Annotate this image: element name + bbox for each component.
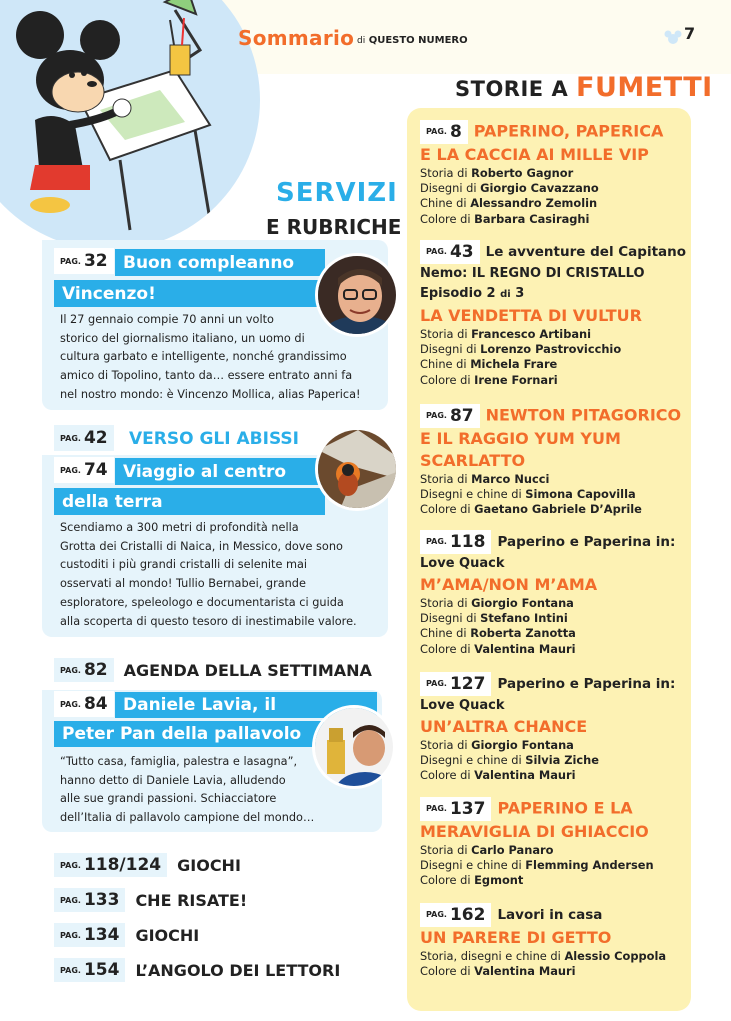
page-subtitle — [357, 35, 468, 46]
pag-number[interactable]: 32 — [83, 251, 108, 271]
pag-label: PAG. — [426, 411, 447, 420]
credit-name: Silvia Ziche — [525, 753, 600, 768]
pag-number: 133 — [83, 890, 120, 910]
credit-name: Simona Capovilla — [525, 487, 636, 502]
feature-text-lavia — [60, 753, 360, 828]
credit-line — [420, 843, 690, 858]
credit-name: Valentina Mauri — [474, 964, 576, 979]
story-title-line — [420, 797, 690, 821]
credit-line — [420, 949, 690, 964]
text-line: Il 27 gennaio compie 70 anni un volto — [60, 313, 274, 326]
text-line: alle sue grandi passioni. Schiacciatore — [60, 792, 277, 806]
pag-label: PAG. — [60, 965, 81, 975]
feature-title-line2[interactable]: Vincenzo! — [54, 280, 325, 307]
story-item[interactable] — [420, 120, 690, 227]
credit-name: Flemming Andersen — [525, 858, 654, 873]
credit-line — [420, 738, 690, 753]
credit-line — [420, 873, 690, 888]
story-intro: Lavori in casa — [497, 907, 603, 923]
credit-name: Marco Nucci — [471, 472, 550, 486]
credit-name: Stefano Intini — [480, 611, 568, 626]
pag-number: 87 — [449, 406, 474, 426]
credit-role: Storia di — [420, 166, 472, 180]
item-title: L’ANGOLO DEI LETTORI — [135, 960, 341, 980]
credit-line — [420, 502, 690, 517]
episode-total: 3 — [515, 286, 525, 301]
credit-name: Irene Fornari — [474, 372, 558, 387]
storie-title-main: STORIE A — [455, 77, 569, 101]
pag-number: 127 — [449, 674, 486, 694]
list-item[interactable] — [54, 658, 372, 682]
episode-of: di — [500, 289, 511, 300]
credit-role: Disegni e chine di — [420, 753, 526, 768]
pag-label: PAG. — [60, 256, 81, 266]
pag-tag — [420, 903, 491, 927]
story-title: UN PARERE DI GETTO — [420, 928, 612, 947]
item-title-abissi[interactable]: VERSO GLI ABISSI — [129, 429, 299, 449]
subtitle-prefix: di — [357, 36, 366, 46]
credit-role: Storia di — [420, 472, 472, 486]
credit-role: Storia di — [420, 327, 472, 341]
credit-role: Colore di — [420, 964, 475, 979]
page-title: Sommario — [238, 26, 355, 50]
story-intro-line — [420, 240, 690, 264]
episode-label: Episodio — [420, 286, 483, 301]
credit-line — [420, 327, 690, 342]
pag-number[interactable]: 84 — [83, 694, 108, 714]
credit-line — [420, 212, 690, 227]
pag-label: PAG. — [60, 860, 81, 870]
pag-label: PAG. — [60, 665, 81, 675]
credit-role: Disegni di — [420, 342, 481, 357]
credit-role: Colore di — [420, 768, 475, 783]
text-line: amico di Topolino, tanto da… essere entrato anni fa — [60, 369, 353, 383]
credit-role: Disegni e chine di — [420, 858, 526, 873]
item-title: GIOCHI — [135, 925, 200, 945]
text-line: “Tutto casa, famiglia, palestra e lasagna”, — [60, 755, 298, 768]
pag-label: PAG. — [426, 537, 447, 546]
pag-tag — [54, 923, 125, 947]
pag-label: PAG. — [426, 804, 447, 813]
credit-line — [420, 611, 690, 626]
story-episode — [420, 284, 690, 305]
credit-name: Giorgio Fontana — [471, 738, 574, 752]
list-item[interactable] — [54, 923, 199, 947]
pag-number[interactable]: 74 — [83, 460, 108, 480]
credit-role: Colore di — [420, 641, 475, 656]
pag-label: PAG. — [60, 433, 81, 443]
text-line: nel nostro mondo: è Vincenzo Mollica, alias Paperica! — [60, 387, 361, 401]
credit-line — [420, 626, 690, 641]
text-line: storico del giornalismo italiano, un uomo di — [60, 331, 305, 345]
pag-label: PAG. — [60, 699, 81, 709]
pag-tag — [420, 672, 491, 696]
pag-label: PAG. — [426, 127, 447, 136]
credit-role: Storia di — [420, 843, 472, 857]
pag-tag — [420, 240, 480, 264]
text-line: Grotta dei Cristalli di Naica, in Messico, dove sono — [60, 539, 343, 553]
story-title: MERAVIGLIA DI GHIACCIO — [420, 822, 649, 841]
story-intro-line — [420, 530, 690, 554]
feature-title-line1[interactable]: Daniele Lavia, il — [115, 692, 377, 718]
story-title: E IL RAGGIO YUM YUM — [420, 429, 621, 448]
story-intro2: Nemo: IL REGNO DI CRISTALLO — [420, 266, 645, 281]
credit-line — [420, 487, 690, 502]
credit-role: Storia, disegni e chine di — [420, 949, 565, 963]
section-title-servizi: SERVIZI — [276, 178, 398, 208]
credit-name: Valentina Mauri — [474, 641, 576, 656]
feature-text-compleanno — [60, 311, 390, 405]
pag-label: PAG. — [426, 247, 447, 256]
mickey-illustration — [0, 0, 260, 250]
story-title: PAPERINO E LA — [497, 798, 633, 818]
page-number: 7 — [684, 24, 696, 43]
story-item[interactable] — [420, 797, 690, 889]
credit-line — [420, 166, 690, 181]
credit-role: Colore di — [420, 873, 475, 888]
story-title-line — [420, 404, 690, 428]
story-title: PAPERINO, PAPERICA — [473, 121, 664, 141]
credit-line — [420, 342, 690, 357]
credit-line — [420, 753, 690, 768]
story-intro2: Love Quack — [420, 698, 505, 713]
feature-title-line1[interactable]: Viaggio al centro — [115, 458, 325, 485]
story-title: UN’ALTRA CHANCE — [420, 717, 588, 736]
credit-name: Valentina Mauri — [474, 768, 576, 783]
pag-number: 154 — [83, 960, 120, 980]
story-title-line — [420, 120, 690, 144]
item-title: GIOCHI — [177, 855, 241, 875]
credit-line — [420, 373, 690, 388]
list-item[interactable] — [54, 958, 340, 982]
cave-photo — [315, 427, 399, 511]
pag-number: 82 — [83, 660, 108, 680]
story-item[interactable] — [420, 240, 690, 388]
mickey-ears-icon — [664, 30, 682, 44]
credit-role: Storia di — [420, 738, 472, 752]
pag-label: PAG. — [60, 465, 81, 475]
credit-name: Roberta Zanotta — [470, 626, 576, 641]
feature-text-viaggio — [60, 519, 390, 631]
credit-name: Barbara Casiraghi — [474, 211, 590, 226]
credit-role: Storia di — [420, 596, 472, 610]
credit-role: Chine di — [420, 357, 471, 372]
credit-name: Francesco Artibani — [471, 327, 592, 341]
pag-tag — [420, 797, 491, 821]
pag-number: 137 — [449, 799, 486, 819]
credit-name: Michela Frare — [470, 357, 558, 372]
pag-number: 43 — [449, 242, 474, 262]
story-intro2: Love Quack — [420, 556, 505, 571]
credit-role: Chine di — [420, 196, 471, 211]
pag-tag — [54, 457, 114, 483]
story-intro-line — [420, 672, 690, 696]
pag-number: 118 — [449, 532, 486, 552]
text-line: custoditi i più grandi cristalli di selenite mai — [60, 558, 308, 572]
story-intro: Le avventure del Capitano — [485, 244, 687, 260]
pag-tag — [54, 425, 114, 451]
story-intro: Paperino e Paperina in: — [497, 534, 676, 550]
story-intro: Paperino e Paperina in: — [497, 676, 676, 692]
credit-role: Disegni di — [420, 611, 481, 626]
pag-number[interactable]: 42 — [83, 428, 108, 448]
list-item[interactable] — [54, 853, 241, 877]
credit-line — [420, 858, 690, 873]
credit-name: Carlo Panaro — [471, 843, 554, 857]
story-intro-line — [420, 903, 690, 927]
credit-line — [420, 196, 690, 211]
credit-line — [420, 964, 690, 979]
credit-line — [420, 472, 690, 487]
pag-label: PAG. — [426, 679, 447, 688]
text-line: osservati al mondo! Tullio Bernabei, grande — [60, 577, 306, 591]
item-title: CHE RISATE! — [135, 890, 248, 910]
pag-number: 134 — [83, 925, 120, 945]
credit-name: Alessandro Zemolin — [470, 196, 598, 211]
story-title: NEWTON PITAGORICO — [485, 405, 682, 425]
section-title-storie — [455, 72, 713, 103]
credit-role: Disegni di — [420, 181, 481, 196]
credit-name: Giorgio Fontana — [471, 596, 574, 610]
credit-role: Colore di — [420, 372, 475, 387]
list-item[interactable] — [54, 888, 247, 912]
story-item[interactable] — [420, 672, 690, 784]
story-item[interactable] — [420, 903, 690, 979]
pag-tag — [420, 530, 491, 554]
story-title: M’AMA/NON M’AMA — [420, 575, 598, 594]
credit-line — [420, 181, 690, 196]
credit-role: Colore di — [420, 211, 475, 226]
pag-tag — [54, 853, 167, 877]
pag-label: PAG. — [426, 910, 447, 919]
text-line: dell’Italia di pallavolo campione del mondo… — [60, 811, 315, 825]
pag-number: 8 — [449, 122, 462, 142]
item-title-agenda: AGENDA DELLA SETTIMANA — [123, 660, 372, 680]
pag-tag — [54, 958, 125, 982]
credit-role: Colore di — [420, 502, 475, 517]
text-line: Scendiamo a 300 metri di profondità nella — [60, 521, 299, 534]
text-line: hanno detto di Daniele Lavia, alludendo — [60, 773, 286, 787]
credit-name: Alessio Coppola — [564, 949, 667, 963]
credit-name: Egmont — [474, 873, 524, 888]
subtitle-text: QUESTO NUMERO — [368, 35, 468, 46]
feature-title-line2[interactable]: della terra — [54, 488, 325, 515]
story-title: SCARLATTO — [420, 451, 526, 470]
story-item[interactable] — [420, 404, 690, 518]
credit-role: Disegni e chine di — [420, 487, 526, 502]
story-title: E LA CACCIA AI MILLE VIP — [420, 145, 649, 164]
pag-tag — [54, 248, 114, 274]
credit-name: Giorgio Cavazzano — [480, 181, 599, 196]
credit-role: Chine di — [420, 626, 471, 641]
pag-tag — [420, 404, 480, 428]
story-item[interactable] — [420, 530, 690, 657]
episode-number: 2 — [486, 286, 496, 301]
credit-line — [420, 357, 690, 372]
credit-name: Gaetano Gabriele D’Aprile — [474, 502, 642, 517]
credit-line — [420, 768, 690, 783]
pag-number: 118/124 — [83, 855, 162, 875]
text-line: alla scoperta di questo tesoro di inestimabile valore. — [60, 614, 357, 628]
pag-tag — [420, 120, 468, 144]
credit-name: Roberto Gagnor — [471, 166, 574, 180]
pag-number: 162 — [449, 905, 486, 925]
feature-title-line1[interactable]: Buon compleanno — [115, 249, 325, 276]
storie-title-accent: FUMETTI — [576, 72, 713, 103]
text-line: esploratore, speleologo e documentarista ci guida — [60, 595, 344, 609]
feature-title-line2[interactable]: Peter Pan della pallavolo — [54, 721, 324, 747]
pag-tag — [54, 888, 125, 912]
pag-label: PAG. — [60, 895, 81, 905]
pag-tag — [54, 691, 114, 717]
text-line: cultura garbato e intelligente, nonché grandissimo — [60, 350, 347, 364]
credit-line — [420, 642, 690, 657]
section-subtitle-rubriche: E RUBRICHE — [266, 215, 402, 239]
credit-line — [420, 596, 690, 611]
pag-tag — [54, 658, 114, 682]
story-title: LA VENDETTA DI VULTUR — [420, 306, 642, 325]
pag-label: PAG. — [60, 930, 81, 940]
credit-name: Lorenzo Pastrovicchio — [480, 342, 622, 357]
